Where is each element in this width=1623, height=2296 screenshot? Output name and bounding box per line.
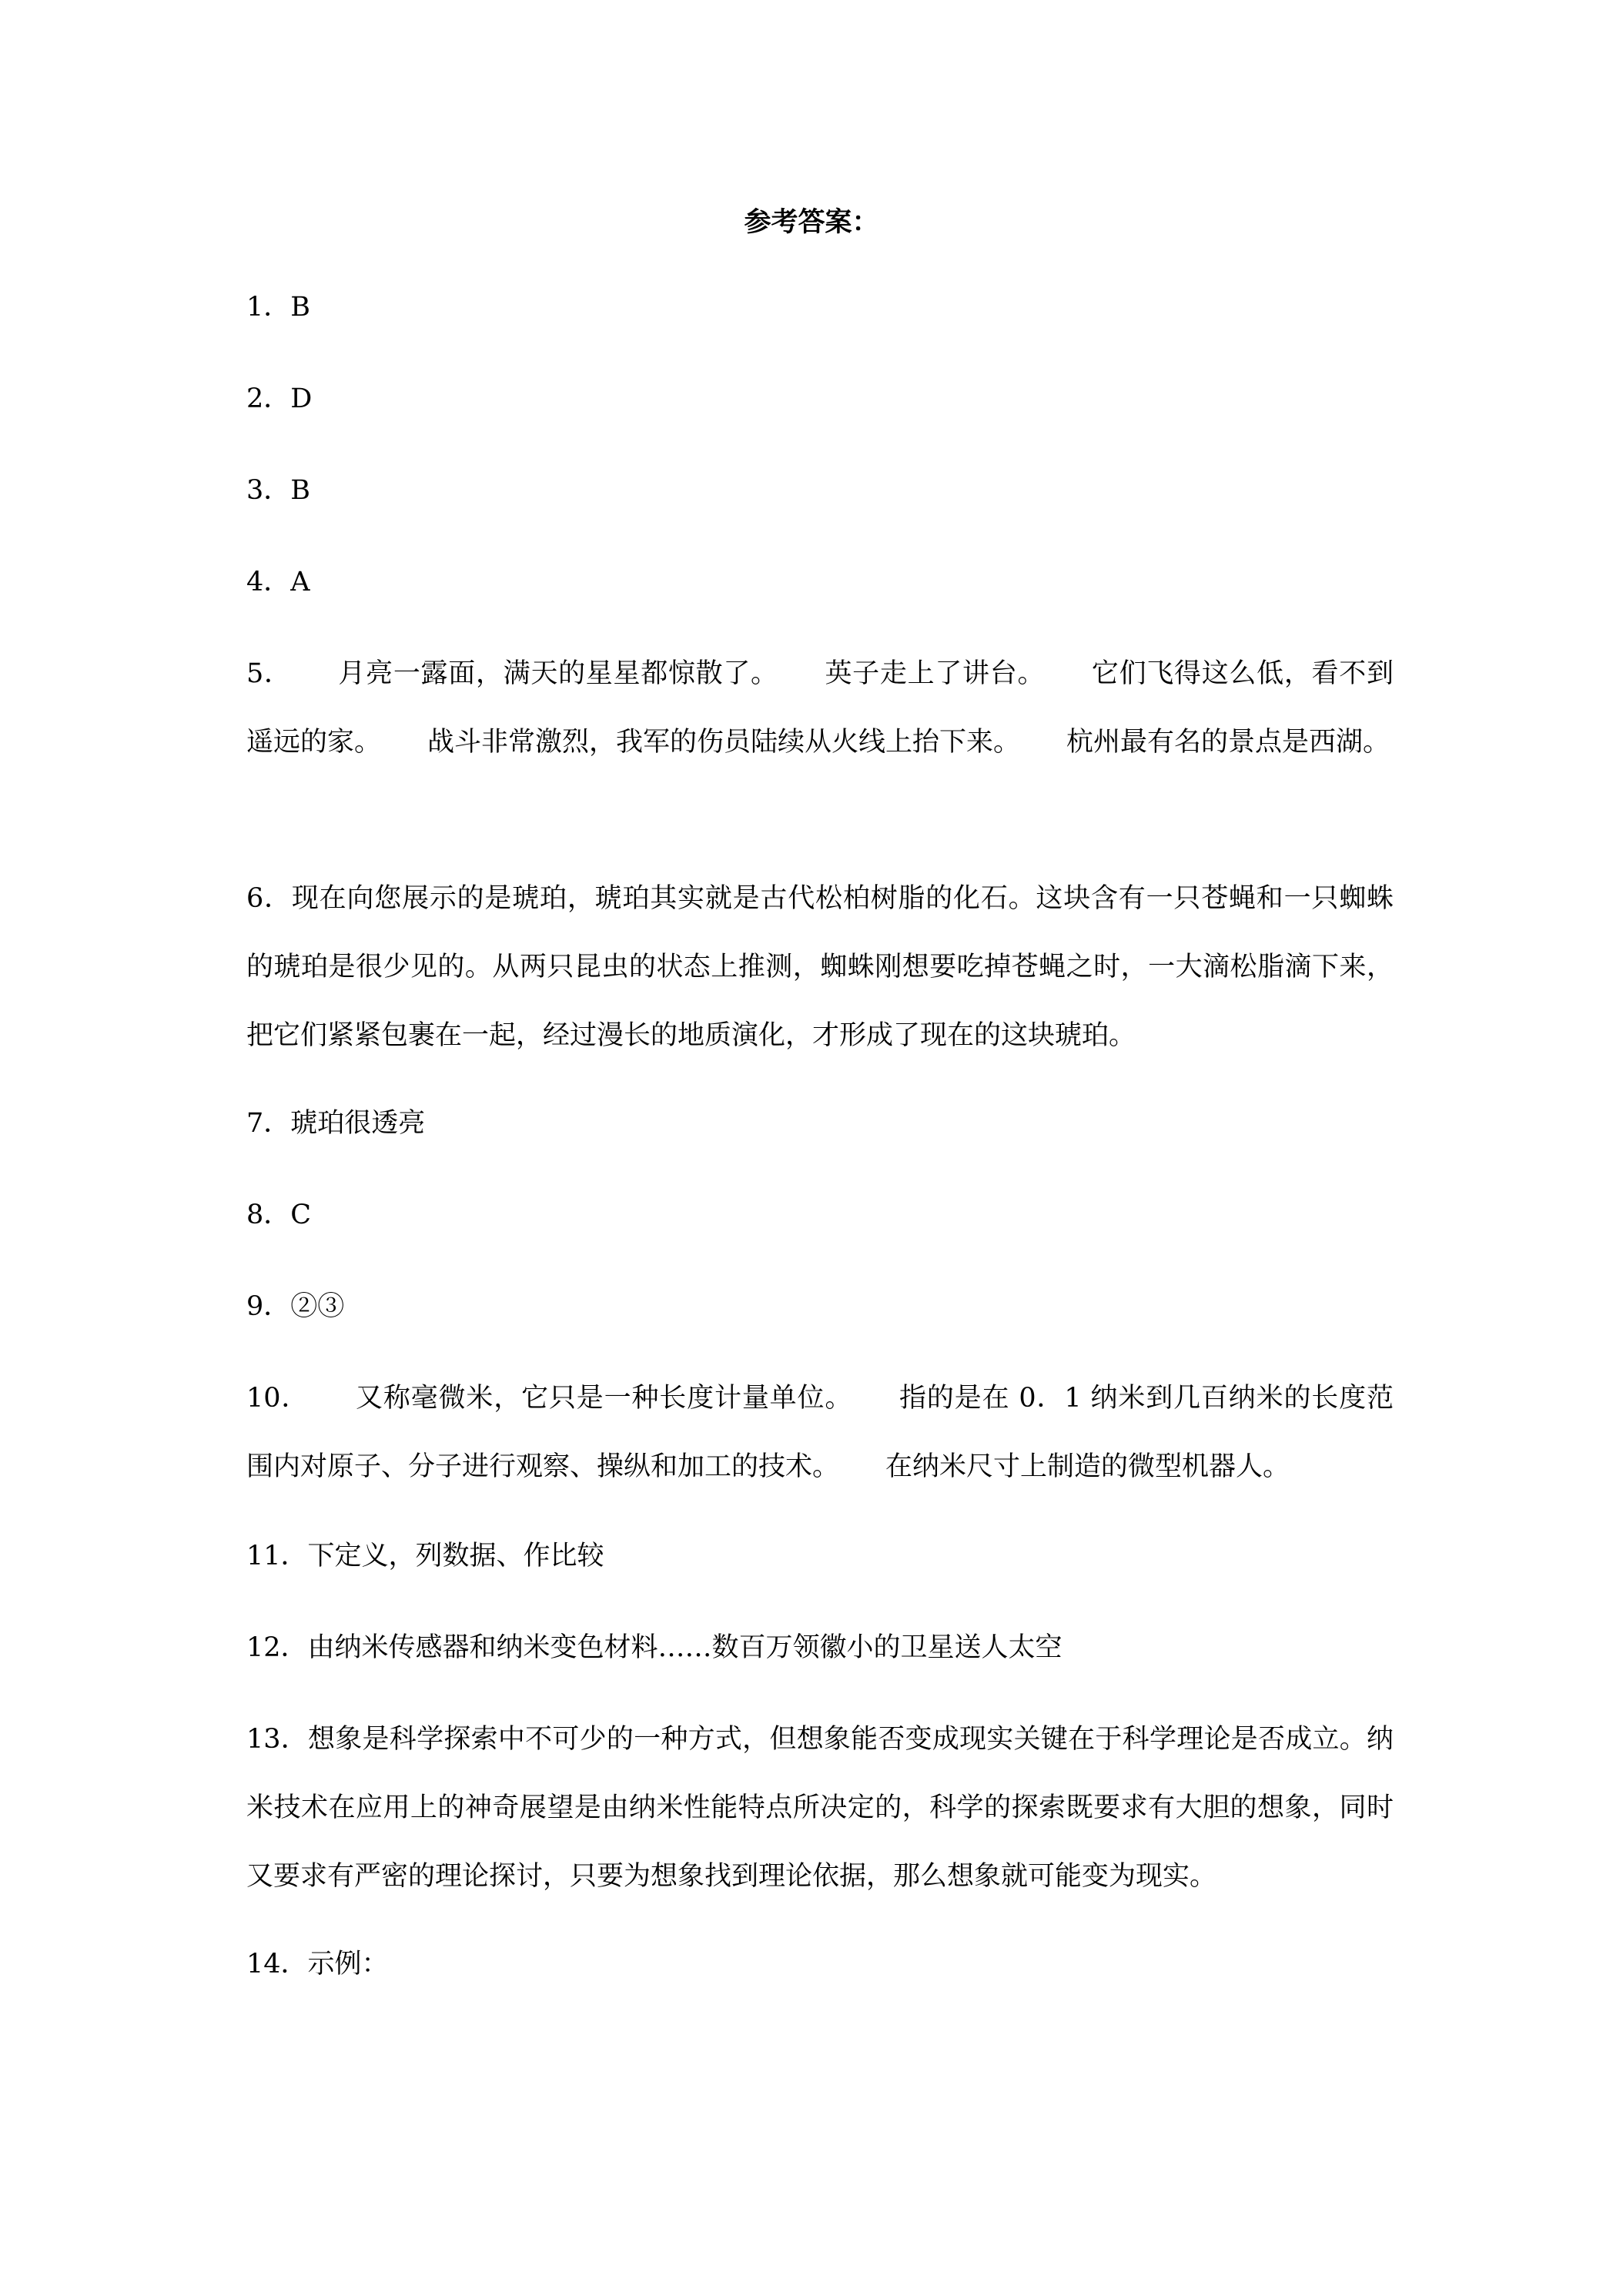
answer-14 [246,1930,1394,1999]
answer-text: 下定义，列数据、作比较 [307,1541,604,1571]
answer-6 [246,865,1394,1070]
answer-segment: 杭州最有名的景点是西湖。 [1066,727,1390,758]
answer-3 [246,457,1394,525]
answer-text: A [290,567,310,597]
answer-number: 8． [246,1200,291,1230]
answer-text: D [290,383,313,414]
answer-4 [246,548,1394,617]
answer-text: ②③ [290,1291,345,1322]
answer-text: 由纳米传感器和纳米变色材料……数百万领徽小的卫星送人太空 [307,1632,1062,1663]
answer-segment: 它们飞得这么低，看不到遥远的家。 [246,658,1394,758]
answer-number: 2． [246,383,291,414]
answer-number: 1． [246,292,291,323]
answer-segment: 月亮一露面，满天的星星都惊散了。 [337,658,778,689]
answer-text: 琥珀很透亮 [290,1108,426,1139]
answer-number: 9． [246,1291,291,1322]
answer-1 [246,273,1394,342]
answer-text: B [290,292,311,323]
answer-7 [246,1089,1394,1158]
answer-number: 7． [246,1108,291,1139]
answer-8 [246,1181,1394,1250]
answer-10 [246,1364,1394,1501]
answer-2 [246,365,1394,433]
answer-number: 14． [246,1949,308,1980]
answer-5 [246,640,1394,777]
answer-segment: 指的是在 0．1 纳米到几百纳米的长度范围内对原子、分子进行观察、操纵和加工的技术。 [246,1383,1394,1482]
answer-text: C [290,1200,312,1230]
answer-number: 3． [246,475,291,506]
answer-number: 12． [246,1632,308,1663]
answer-segment: 在纳米尺寸上制造的微型机器人。 [885,1451,1290,1482]
answer-12 [246,1614,1394,1682]
answer-text: B [290,475,311,506]
answer-13 [246,1705,1394,1911]
answer-text: 现在向您展示的是琥珀，琥珀其实就是古代松柏树脂的化石。这块含有一只苍蝇和一只蜘蛛的琥珀是很少见的。从两只昆虫的状态上推测，蜘蛛刚想要吃掉苍蝇之时，一大滴松脂滴下来，把它们紧紧包裹在一起，经过漫长的地质演化，才形成了现在的这块琥珀。 [246,883,1394,1051]
answer-text: 想象是科学探索中不可少的一种方式，但想象能否变成现实关键在于科学理论是否成立。纳米技术在应用上的神奇展望是由纳米性能特点所决定的，科学的探索既要求有大胆的想象，同时又要求有严密的理论探讨，只要为想象找到理论依据，那么想象就可能变为现实。 [246,1724,1394,1892]
answer-number: 5． [246,658,292,689]
answer-number: 11． [246,1541,308,1571]
answer-segment: 又称毫微米，它只是一种长度计量单位。 [355,1383,853,1414]
answer-segment: 战斗非常激烈，我军的伤员陆续从火线上抬下来。 [427,727,1021,758]
answer-segment: 英子走上了讲台。 [824,658,1046,689]
answer-text: 示例： [307,1949,389,1980]
answer-number: 4． [246,567,291,597]
answer-11 [246,1522,1394,1591]
page-title: 参考答案： [744,206,879,238]
answer-number: 13． [246,1724,309,1755]
answer-number: 6． [246,883,292,914]
answer-number: 10． [246,1383,310,1414]
answer-9 [246,1273,1394,1341]
